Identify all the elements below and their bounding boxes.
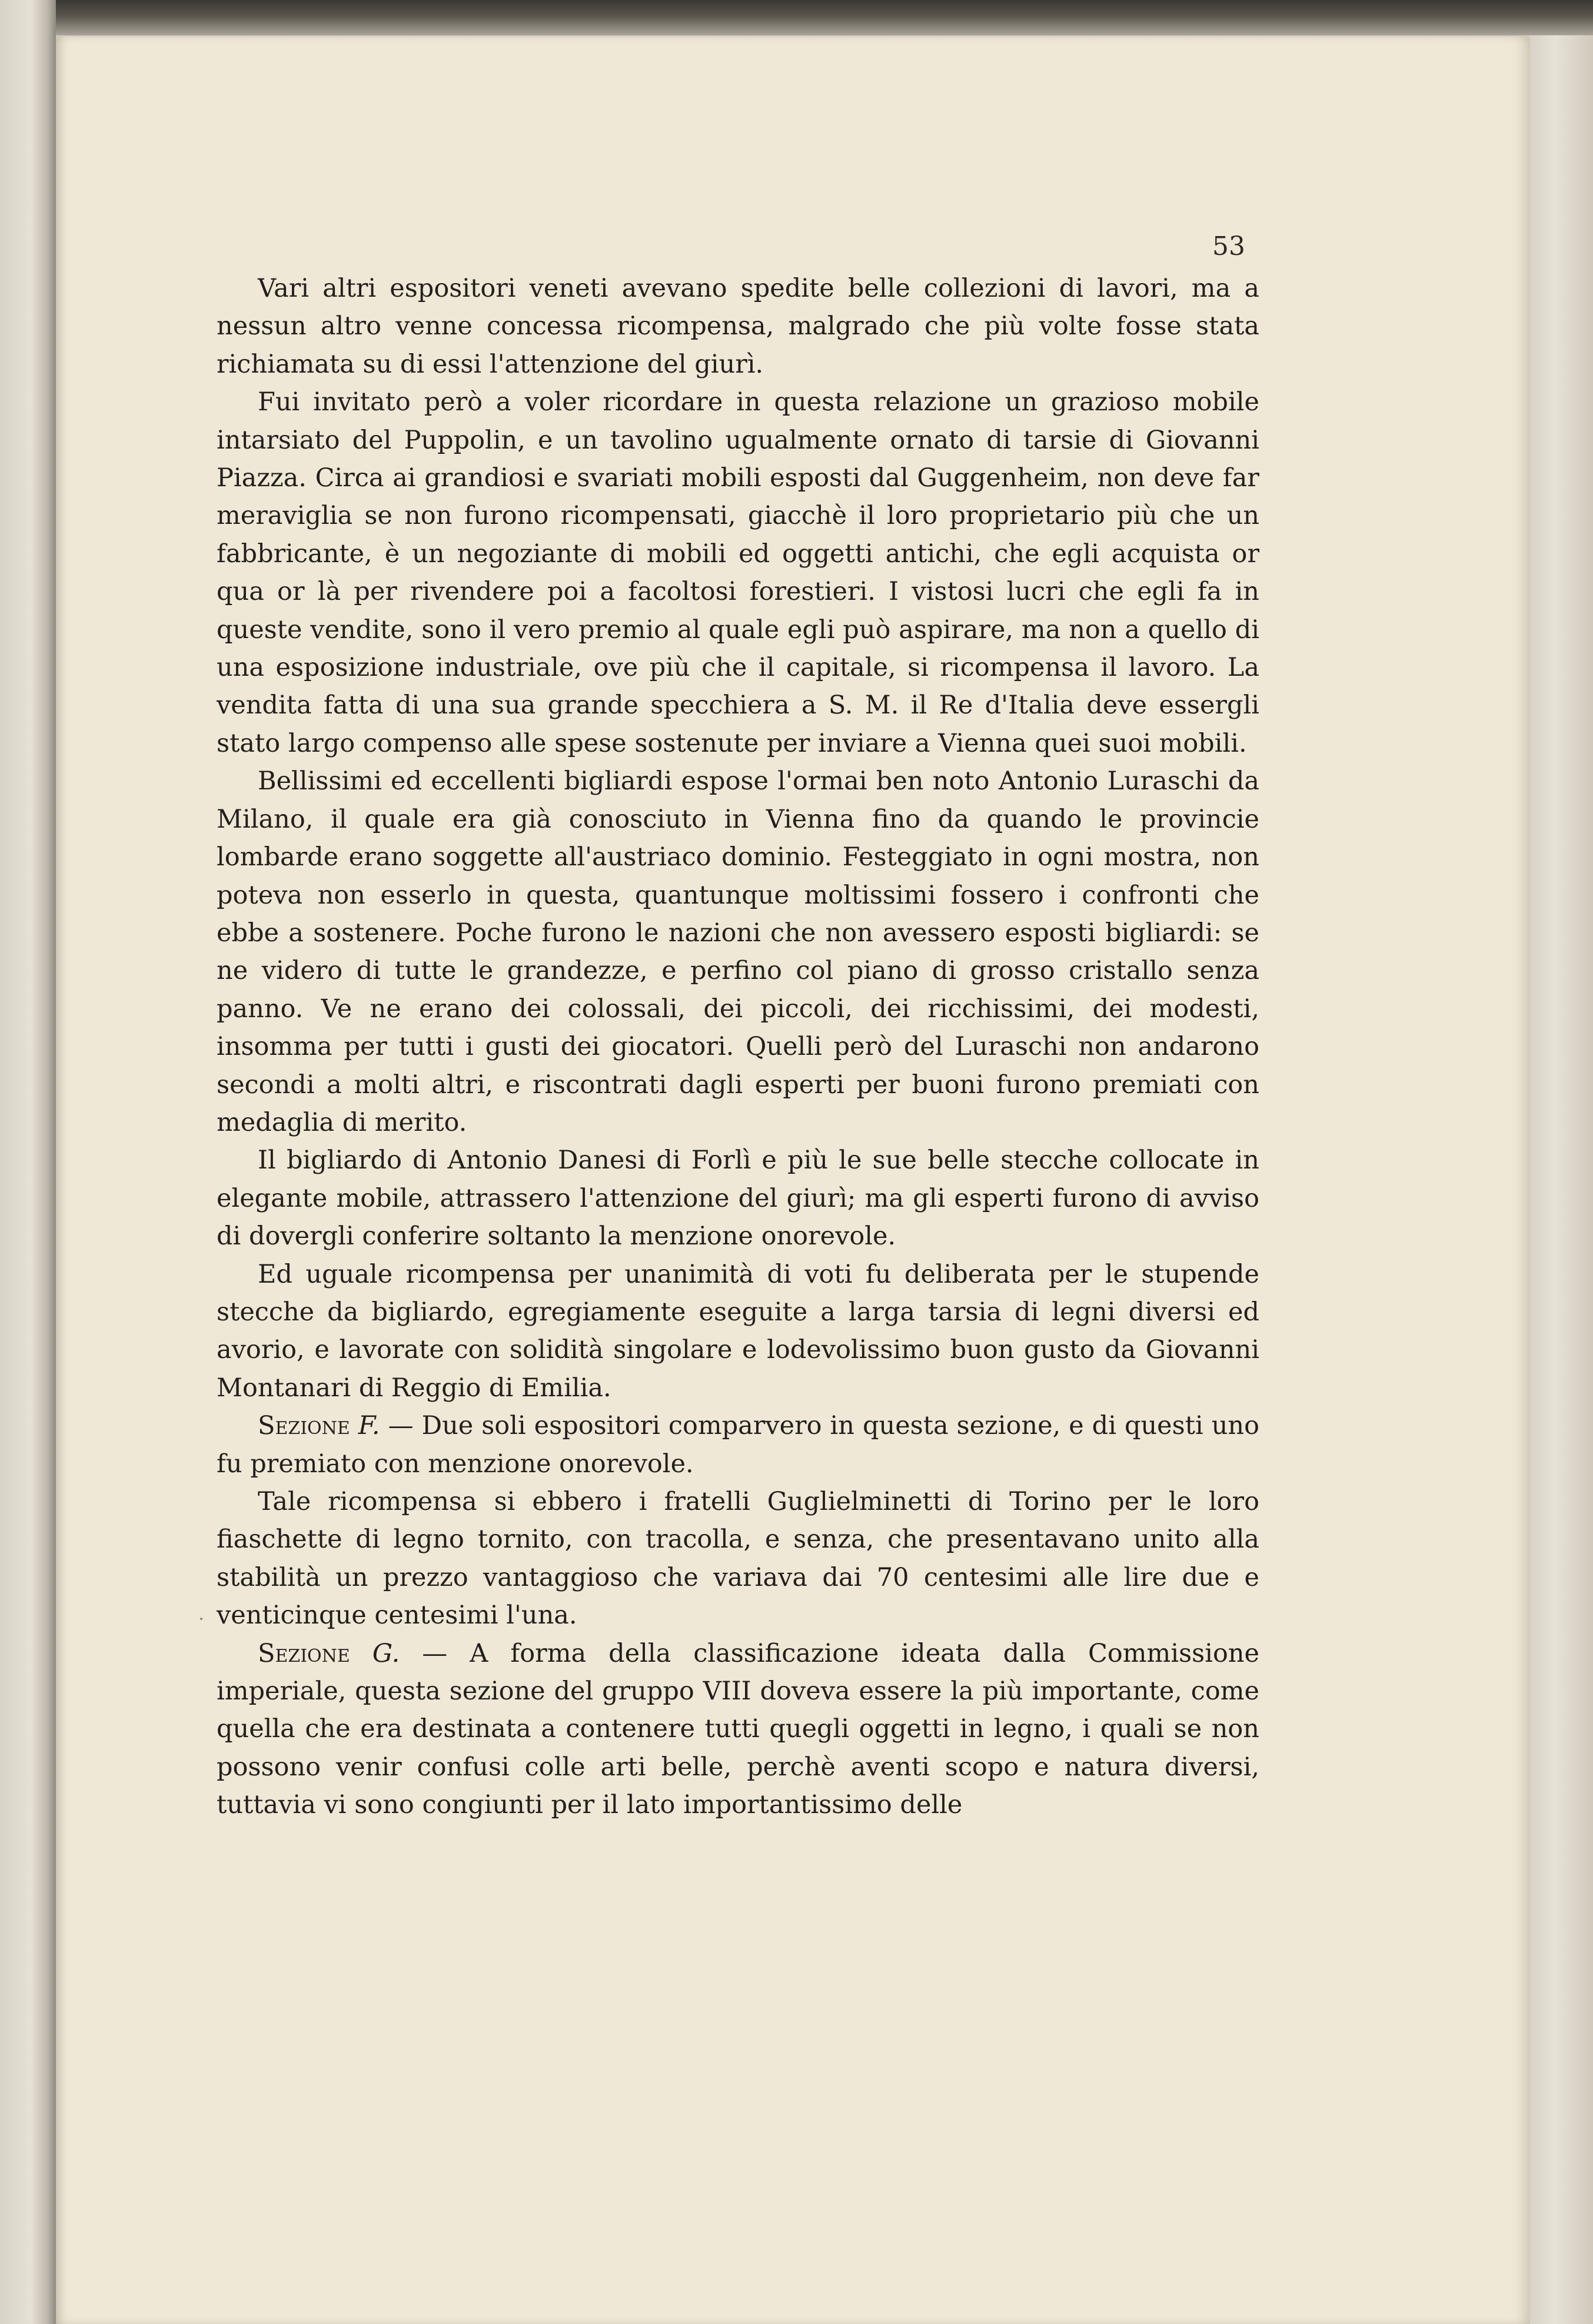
section-paragraph (217, 1635, 1259, 1824)
section-paragraph (217, 1407, 1259, 1483)
body-text (217, 270, 1259, 1824)
section-text: — Due soli espositori comparvero in questa sezione, e di questi uno fu premiato con menzione onorevole. (217, 1411, 1259, 1479)
section-letter: G. (372, 1638, 400, 1668)
paragraph: Vari altri espositori veneti avevano spedite belle collezioni di lavori, ma a nessun altro venne concessa ricompensa, malgrado che più volte fosse stata richiamata su di essi l'attenzione del giurì. (217, 274, 1259, 379)
section-word: Sezione (258, 1638, 350, 1668)
paragraph: Bellissimi ed eccellenti bigliardi espose l'ormai ben noto Antonio Luraschi da Milano, il quale era già conosciuto in Vienna fino da quando le provincie lombarde erano soggette all'austriaco dominio. Festeggiato in ogni mostra, non poteva non esserlo in questa, quantunque moltissimi fossero i confronti che ebbe a sostenere. Poche furono le nazioni che non avessero esposti bigliardi: se ne videro di tutte le grandezze, e perfino col piano di grosso cristallo senza panno. Ve ne erano dei colossali, dei piccoli, dei ricchissimi, dei modesti, insomma per tutti i gusti dei giocatori. Quelli però del Luraschi non andarono secondi a molti altri, e riscontrati dagli esperti per buoni furono premiati con medaglia di merito. (217, 766, 1259, 1137)
previous-page-edge (0, 0, 56, 2324)
paragraph: Tale ricompensa si ebbero i fratelli Guglielminetti di Torino per le loro fiaschette di legno tornito, con tracolla, e senza, che presentavano unito alla stabilità un prezzo vantaggioso che variava dai 70 centesimi alle lire due e venticinque centesimi l'una. (217, 1487, 1259, 1631)
scan-top-edge (0, 0, 1593, 35)
section-word: Sezione (258, 1411, 350, 1441)
margin-mark (200, 1618, 202, 1620)
section-letter: F. (358, 1411, 380, 1441)
scan-right-margin (1530, 35, 1593, 2324)
paragraph: Il bigliardo di Antonio Danesi di Forlì e più le sue belle stecche collocate in elegante mobile, attrassero l'attenzione del giurì; ma gli esperti furono di avviso di dovergli conferire soltanto la menzione onorevole. (217, 1146, 1259, 1251)
paragraph: Ed uguale ricompensa per unanimità di voti fu deliberata per le stupende stecche da bigliardo, egregiamente eseguite a larga tarsia di legni diversi ed avorio, e lavorate con solidità singolare e lodevolissimo buon gusto da Giovanni Montanari di Reggio di Emilia. (217, 1259, 1259, 1403)
page-number: 53 (1212, 231, 1245, 261)
paragraph: Fui invitato però a voler ricordare in questa relazione un grazioso mobile intarsiato del Puppolin, e un tavolino ugualmente ornato di tarsie di Giovanni Piazza. Circa ai grandiosi e svariati mobili esposti dal Guggenheim, non deve far meraviglia se non furono ricompensati, giacchè il loro proprietario più che un fabbricante, è un negoziante di mobili ed oggetti antichi, che egli acquista or qua or là per rivendere poi a facoltosi forestieri. I vistosi lucri che egli fa in queste vendite, sono il vero premio al quale egli può aspirare, ma non a quello di una esposizione industriale, ove più che il capitale, si ricompensa il lavoro. La vendita fatta di una sua grande specchiera a S. M. il Re d'Italia deve essergli stato largo compenso alle spese sostenute per inviare a Vienna quei suoi mobili. (217, 387, 1259, 758)
section-text: — A forma della classificazione ideata dalla Commissione imperiale, questa sezione del gruppo VIII doveva essere la più importante, come quella che era destinata a contenere tutti quegli oggetti in legno, i quali se non possono venir confusi colle arti belle, perchè aventi scopo e natura diversi, tuttavia vi sono congiunti per il lato importantissimo delle (217, 1638, 1259, 1820)
